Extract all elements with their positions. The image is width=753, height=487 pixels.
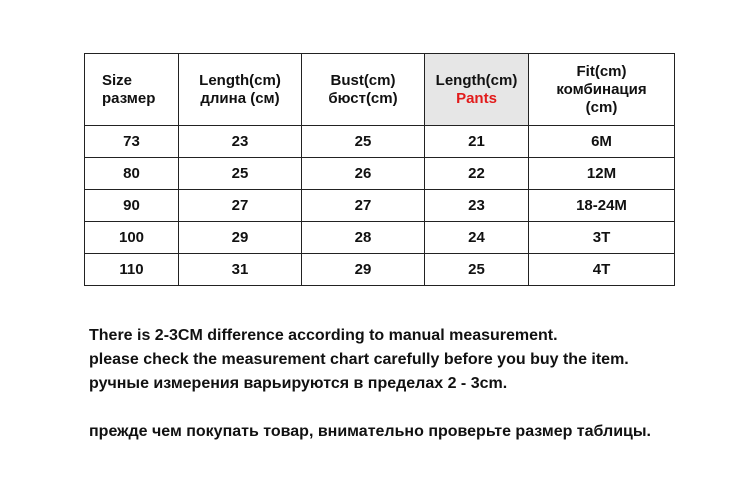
header-pants-length	[425, 54, 529, 126]
cell-bust: 26	[302, 158, 425, 190]
note-check-chart-ru: прежде чем покупать товар, внимательно проверьте размер таблицы.	[89, 423, 651, 440]
header-fit-en: Fit(cm)	[576, 62, 627, 80]
cell-fit: 4T	[529, 254, 675, 286]
table-row	[85, 190, 675, 222]
cell-size: 80	[85, 158, 179, 190]
size-chart-table	[84, 53, 675, 286]
cell-size: 100	[85, 222, 179, 254]
cell-length: 29	[179, 222, 302, 254]
cell-bust: 27	[302, 190, 425, 222]
cell-fit: 3T	[529, 222, 675, 254]
header-bust-ru: бюст(cm)	[328, 89, 398, 107]
header-pants-length-en: Length(cm)	[435, 71, 518, 89]
header-length	[179, 54, 302, 126]
cell-size: 73	[85, 126, 179, 158]
cell-size: 90	[85, 190, 179, 222]
table-row	[85, 222, 675, 254]
header-size	[85, 54, 179, 126]
note-difference-en: There is 2-3CM difference according to manual measurement.	[89, 327, 558, 344]
header-bust-en: Bust(cm)	[330, 71, 396, 89]
header-size-ru: размер	[102, 89, 156, 107]
cell-fit: 6M	[529, 126, 675, 158]
cell-fit: 12M	[529, 158, 675, 190]
note-check-chart-en: please check the measurement chart carefully before you buy the item.	[89, 351, 629, 368]
cell-size: 110	[85, 254, 179, 286]
cell-length: 23	[179, 126, 302, 158]
header-size-en: Size	[102, 71, 133, 89]
cell-bust: 28	[302, 222, 425, 254]
header-fit-ru: комбинация	[556, 80, 647, 98]
table-row	[85, 254, 675, 286]
cell-pants-length: 21	[425, 126, 529, 158]
table-row	[85, 126, 675, 158]
header-length-en: Length(cm)	[199, 71, 281, 89]
header-fit	[529, 54, 675, 126]
cell-pants-length: 25	[425, 254, 529, 286]
cell-bust: 29	[302, 254, 425, 286]
table-row	[85, 158, 675, 190]
cell-bust: 25	[302, 126, 425, 158]
header-fit-unit: (cm)	[585, 98, 618, 116]
measurement-notes	[89, 324, 651, 444]
cell-length: 25	[179, 158, 302, 190]
note-difference-ru: ручные измерения варьируются в пределах 2 - 3cm.	[89, 375, 508, 392]
header-length-ru: длина (см)	[200, 89, 280, 107]
header-pants-label: Pants	[456, 89, 497, 107]
table-header-row	[85, 54, 675, 126]
cell-pants-length: 22	[425, 158, 529, 190]
cell-pants-length: 24	[425, 222, 529, 254]
cell-fit: 18-24M	[529, 190, 675, 222]
cell-length: 27	[179, 190, 302, 222]
header-bust	[302, 54, 425, 126]
cell-length: 31	[179, 254, 302, 286]
cell-pants-length: 23	[425, 190, 529, 222]
